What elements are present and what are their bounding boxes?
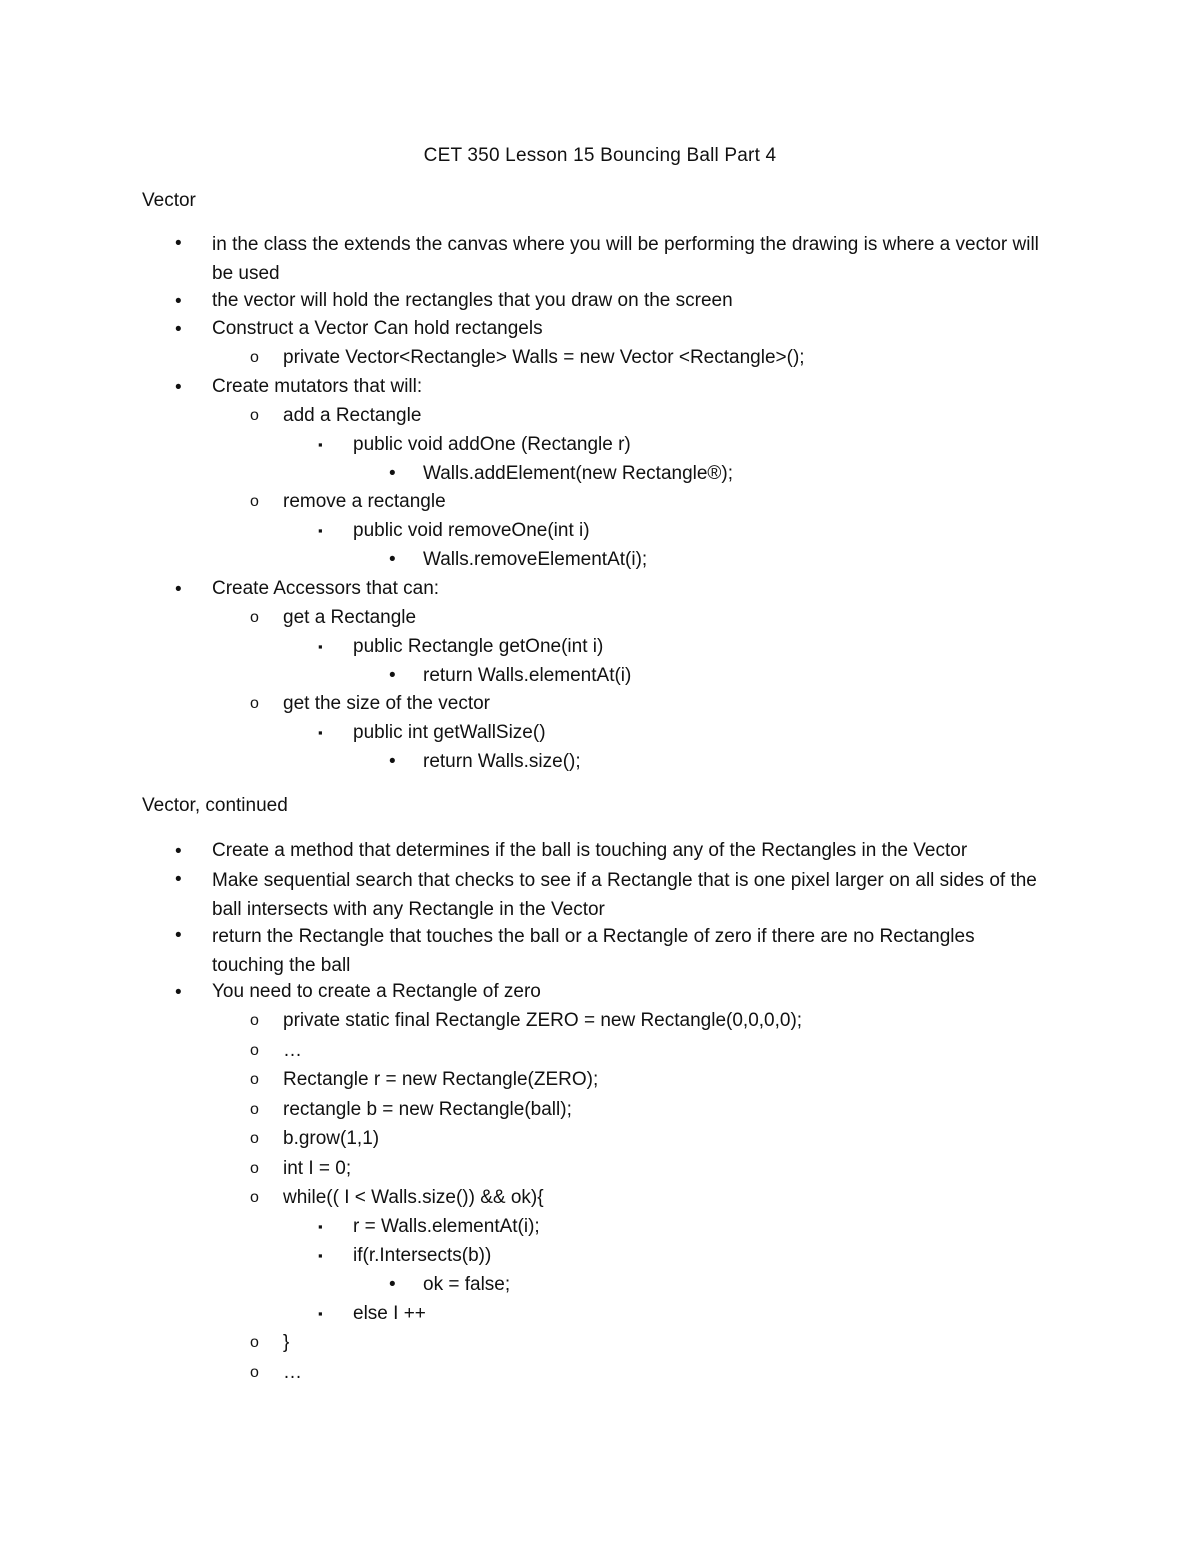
section-heading-vector: Vector — [142, 190, 196, 211]
list-item: add a Rectangle — [283, 405, 422, 426]
list-item: return Walls.size(); — [423, 751, 581, 772]
bullet-level3: ▪ — [318, 437, 323, 452]
section-heading-vector-continued: Vector, continued — [142, 795, 288, 816]
list-item: public Rectangle getOne(int i) — [353, 636, 604, 657]
list-item: get a Rectangle — [283, 607, 417, 628]
bullet-level2: o — [250, 609, 259, 626]
bullet-level3: ▪ — [318, 639, 323, 654]
bullet-level1: • — [175, 982, 182, 1003]
list-item: Rectangle r = new Rectangle(ZERO); — [283, 1069, 599, 1090]
bullet-level2: o — [250, 695, 259, 712]
bullet-level4: • — [389, 751, 396, 772]
bullet-level2: o — [250, 1160, 259, 1177]
list-item: Construct a Vector Can hold rectangels — [212, 318, 543, 339]
list-item: b.grow(1,1) — [283, 1128, 380, 1149]
bullet-level2: o — [250, 1364, 259, 1381]
list-item: while(( I < Walls.size()) && ok){ — [283, 1187, 544, 1208]
bullet-level1: • — [175, 291, 182, 312]
list-item: Make sequential search that checks to see if a Rectangle that is one pixel larger on all sides of the ball intersects with any Rectangle in the Vector — [212, 870, 1037, 920]
list-item: remove a rectangle — [283, 491, 446, 512]
list-item: if(r.Intersects(b)) — [353, 1245, 492, 1266]
list-item: Create mutators that will: — [212, 376, 423, 397]
bullet-level4: • — [389, 1274, 396, 1295]
list-item: return the Rectangle that touches the ball or a Rectangle of zero if there are no Rectangles touching the ball — [212, 926, 975, 976]
bullet-level3: ▪ — [318, 1306, 323, 1321]
list-item: r = Walls.elementAt(i); — [353, 1216, 540, 1237]
list-item: Walls.addElement(new Rectangle®); — [423, 463, 734, 484]
list-item: public void addOne (Rectangle r) — [353, 434, 631, 455]
list-item: return Walls.elementAt(i) — [423, 665, 632, 686]
list-item: Create a method that determines if the ball is touching any of the Rectangles in the Vector — [212, 840, 968, 861]
list-item: private Vector<Rectangle> Walls = new Vector <Rectangle>(); — [283, 347, 805, 368]
list-item: Walls.removeElementAt(i); — [423, 549, 648, 570]
bullet-level2: o — [250, 1042, 259, 1059]
list-item: private static final Rectangle ZERO = new Rectangle(0,0,0,0); — [283, 1010, 803, 1031]
bullet-level2: o — [250, 1101, 259, 1118]
bullet-level1: • — [175, 579, 182, 600]
page-title: CET 350 Lesson 15 Bouncing Ball Part 4 — [423, 145, 777, 166]
list-item: else I ++ — [353, 1303, 426, 1324]
bullet-level1: • — [175, 841, 182, 862]
bullet-level4: • — [389, 549, 396, 570]
bullet-level2: o — [250, 1130, 259, 1147]
list-item: int I = 0; — [283, 1158, 352, 1179]
bullet-level2: o — [250, 407, 259, 424]
bullet-level2: o — [250, 1071, 259, 1088]
list-item: public int getWallSize() — [353, 722, 546, 743]
list-item: rectangle b = new Rectangle(ball); — [283, 1099, 572, 1120]
list-item: You need to create a Rectangle of zero — [212, 981, 541, 1002]
bullet-level4: • — [389, 665, 396, 686]
bullet-level1: • — [175, 319, 182, 340]
list-item: the vector will hold the rectangles that you draw on the screen — [212, 290, 733, 311]
bullet-level4: • — [389, 463, 396, 484]
bullet-level2: o — [250, 1334, 259, 1351]
bullet-level2: o — [250, 493, 259, 510]
list-item: public void removeOne(int i) — [353, 520, 590, 541]
list-item: ok = false; — [423, 1274, 511, 1295]
bullet-level2: o — [250, 1012, 259, 1029]
list-item: get the size of the vector — [283, 693, 491, 714]
bullet-level2: o — [250, 349, 259, 366]
list-item: in the class the extends the canvas where you will be performing the drawing is where a vector will be used — [212, 234, 1039, 284]
bullet-level2: o — [250, 1189, 259, 1206]
bullet-level3: ▪ — [318, 523, 323, 538]
bullet-level3: ▪ — [318, 725, 323, 740]
list-item: … — [283, 1040, 302, 1061]
list-item: Create Accessors that can: — [212, 578, 440, 599]
bullet-level1: • — [175, 925, 182, 946]
bullet-level3: ▪ — [318, 1248, 323, 1263]
bullet-level1: • — [175, 377, 182, 398]
bullet-level1: • — [175, 869, 182, 890]
bullet-level3: ▪ — [318, 1219, 323, 1234]
bullet-level1: • — [175, 233, 182, 254]
list-item: } — [283, 1332, 290, 1353]
list-item: … — [283, 1362, 302, 1383]
